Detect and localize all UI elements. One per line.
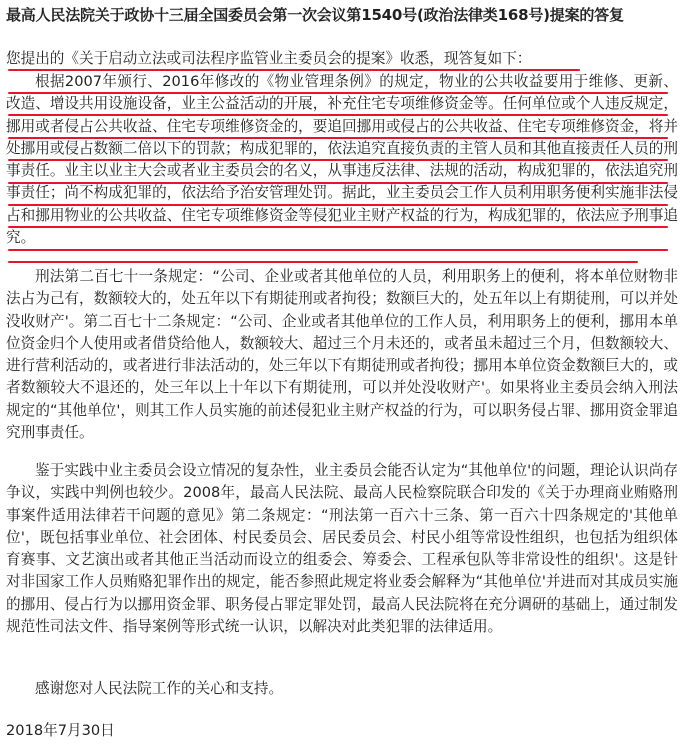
- highlight-underline: [8, 92, 668, 94]
- highlight-underline: [8, 159, 668, 161]
- paragraph-thanks: 感谢您对人民法院工作的关心和支持。: [35, 680, 284, 697]
- document-title: 最高人民法院关于政协十三届全国委员会第一次会议第1540号(政治法律类168号)提案的答复: [6, 6, 624, 24]
- highlight-underline: [8, 182, 668, 184]
- paragraph-practice: 鉴于实践中业主委员会设立情况的复杂性，业主委员会能否认定为“其他单位'的问题，理论认识尚存争议，实践中判例也较少。2008年，最高人民法院、最高人民检察院联合印发的《关于办理商业贿赂刑事案件适用法律若干问题的意见》第二条规定：“刑法第一百六十三条、第一百六十四条规定的'其他单位'，既包括事业单位、社会团体、村民委员会、居民委员会、村民小组等常设性组织，也包括为组织体育赛事、文艺演出或者其他正当活动而设立的组委会、筹委会、工程承包队等非常设性的组织'。这是针对非国家工作人员贿赂犯罪作出的规定，能否参照此规定将业委会解释为“其他单位'并进而对其成员实施的挪用、侵占行为以挪用资金罪、职务侵占罪定罪处罚，最高人民法院将在充分调研的基础上，通过制发规范性司法文件、指导案例等形式统一认识，以解决对此类犯罪的法律适用。: [6, 462, 678, 636]
- paragraph-criminal-law: 刑法第二百七十一条规定：“公司、企业或者其他单位的人员，利用职务上的便利，将本单位财物非法占为己有，数额较大的，处五年以下有期徒刑或者拘役；数额巨大的，处五年以上有期徒刑，可以并处没收财产'。第二百七十二条规定：“公司、企业或者其他单位的工作人员，利用职务上的便利，挪用本单位资金归个人使用或者借贷给他人，数额较大、超过三个月未还的，或者虽未超过三个月，但数额较大、进行营利活动的，或者进行非法活动的，处三年以下有期徒刑或者拘役；挪用本单位资金数额巨大的，或者数额较大不退还的，处三年以上十年以下有期徒刑，可以并处没收财产'。如果将业主委员会纳入刑法规定的“其他单位'，则其工作人员实施的前述侵犯业主财产权益的行为，可以职务侵占罪、挪用资金罪追究刑事责任。: [6, 268, 678, 442]
- paragraph-intro: 您提出的《关于启动立法或司法程序监管业主委员会的提案》收悉，现答复如下：: [6, 50, 532, 67]
- highlight-underline: [8, 261, 638, 263]
- highlight-underline: [8, 69, 580, 71]
- highlight-underline: [8, 249, 668, 251]
- highlight-underline: [8, 226, 668, 228]
- highlight-underline: [8, 137, 668, 139]
- document-date: 2018年7月30日: [6, 722, 115, 739]
- highlight-underline: [8, 204, 668, 206]
- paragraph-property-regulation: 根据2007年颁行、2016年修改的《物业管理条例》的规定，物业的公共收益要用于维修、更新、改造、增设共用设施设备，业主公益活动的开展，补充住宅专项维修资金等。任何单位或个人违反规定，挪用或者侵占公共收益、住宅专项维修资金的，要追回挪用或侵占的公共收益、住宅专项维修资金，将并处挪用或侵占数额二倍以下的罚款；构成犯罪的，依法追究直接负责的主管人员和其他直接责任人员的刑事责任。业主以业主大会或者业主委员会的名义，从事违反法律、法规的活动，构成犯罪的，依法追究刑事责任；尚不构成犯罪的，依法给予治安管理处罚。据此，业主委员会工作人员利用职务便利实施非法侵占和挪用物业的公共收益、住宅专项维修资金等侵犯业主财产权益的行为，构成犯罪的，依法应予刑事追究。: [6, 73, 678, 247]
- highlight-underline: [8, 114, 668, 116]
